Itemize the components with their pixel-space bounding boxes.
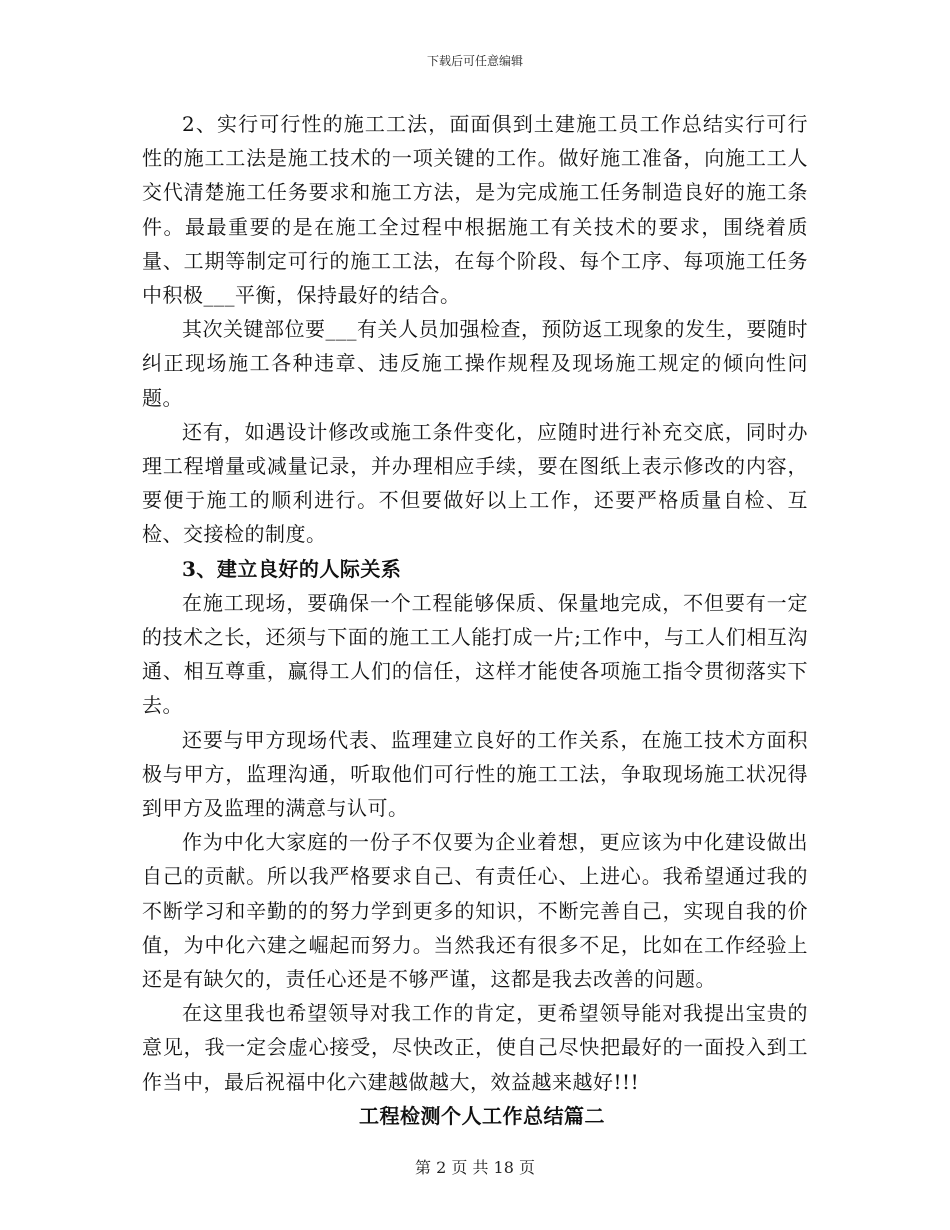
- paragraph-worker-relations: 在施工现场，要确保一个工程能够保质、保量地完成，不但要有一定的技术之长，还须与下面的施工工人能打成一片;工作中，与工人们相互沟通、相互尊重，赢得工人们的信任，这样才能使各项施工指令贯彻落实下去。: [142, 590, 808, 718]
- paragraph-closing: 在这里我也希望领导对我工作的肯定，更希望领导能对我提出宝贵的意见，我一定会虚心接受，尽快改正，使自己尽快把最好的一面投入到工作当中，最后祝福中化六建越做越大，效益越来越好!!!: [142, 1001, 808, 1094]
- page-number-footer: 第 2 页 共 18 页: [415, 1158, 535, 1177]
- paragraph-design-changes: 还有，如遇设计修改或施工条件变化，应随时进行补充交底，同时办理工程增量或减量记录，并办理相应手续，要在图纸上表示修改的内容，要便于施工的顺利进行。不但要做好以上工作，还要严格质量自检、互检、交接检的制度。: [142, 419, 808, 547]
- section-title: 工程检测个人工作总结篇二: [359, 1103, 605, 1128]
- paragraph-construction-method: 2、实行可行性的施工工法，面面俱到土建施工员工作总结实行可行性的施工工法是施工技术的一项关键的工作。做好施工准备，向施工工人交代清楚施工任务要求和施工方法，是为完成施工任务制造良好的施工条件。最最重要的是在施工全过程中根据施工有关技术的要求，围绕着质量、工期等制定可行的施工工法，在每个阶段、每个工序、每项施工任务中积极___平衡，保持最好的结合。: [142, 112, 808, 308]
- paragraph-owner-supervisor: 还要与甲方现场代表、监理建立良好的工作关系，在施工技术方面积极与甲方，监理沟通，听取他们可行性的施工工法，争取现场施工状况得到甲方及监理的满意与认可。: [142, 727, 808, 821]
- paragraph-key-inspection: 其次关键部位要___有关人员加强检查，预防返工现象的发生，要随时纠正现场施工各种违章、违反施工操作规程及现场施工规定的倾向性问题。: [142, 317, 808, 410]
- paragraph-self-reflection: 作为中化大家庭的一份子不仅要为企业着想，更应该为中化建设做出自己的贡献。所以我严格要求自己、有责任心、上进心。我希望通过我的不断学习和辛勤的的努力学到更多的知识，不断完善自己，实现自我的价值，为中化六建之崛起而努力。当然我还有很多不足，比如在工作经验上还是有缺欠的，责任心还是不够严谨，这都是我去改善的问题。: [142, 830, 808, 992]
- heading-relationships: 3、建立良好的人际关系: [182, 556, 402, 581]
- document-body: [142, 107, 808, 1133]
- page-header: 下载后可任意编辑: [426, 54, 523, 68]
